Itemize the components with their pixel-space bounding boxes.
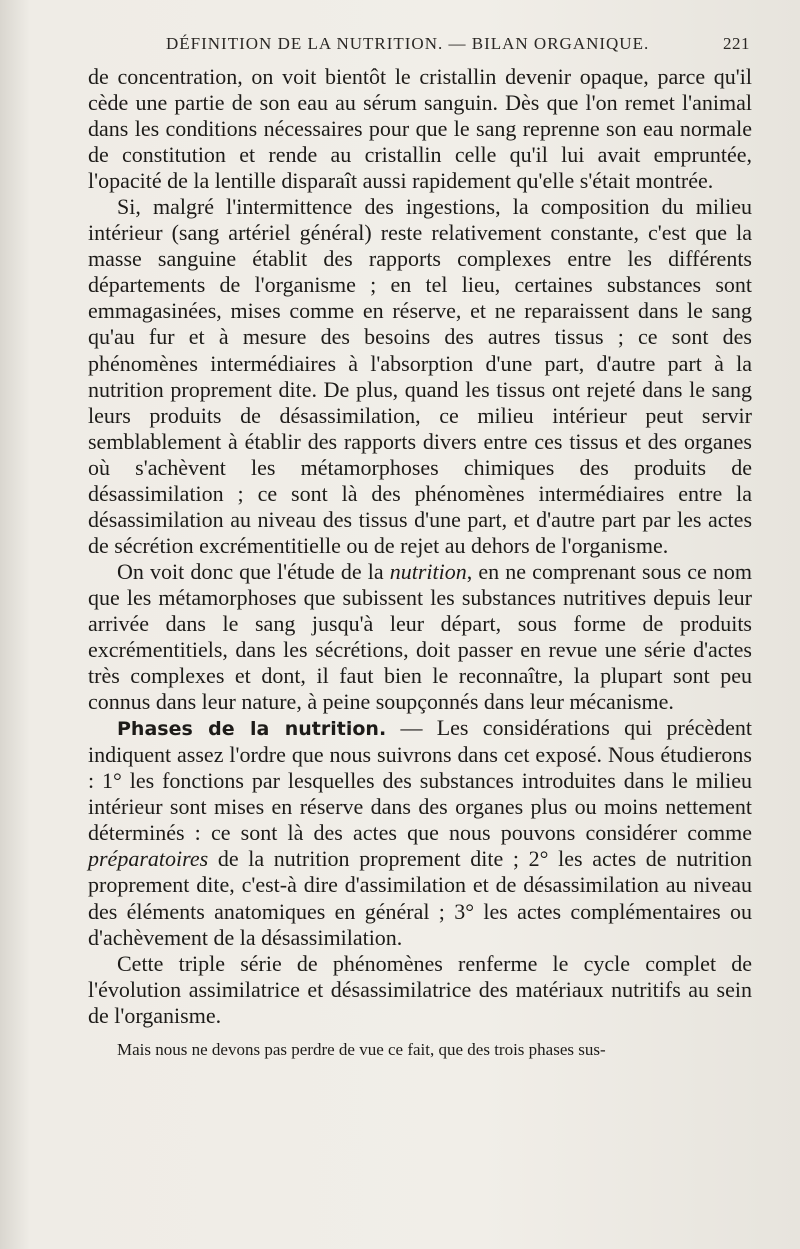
paragraph-5: Cette triple série de phénomènes renferme le cycle complet de l'évolution assimilatrice et désassimilatrice des matériaux nutritifs au sein de l'organisme.	[88, 950, 752, 1028]
paragraph-3	[88, 559, 752, 715]
text-body	[88, 64, 752, 1061]
paragraph-3-start: On voit donc que l'étude de la	[117, 558, 390, 584]
italic-term-nutrition: nutrition	[389, 558, 467, 584]
small-print-line: Mais nous ne devons pas perdre de vue ce fait, que des trois phases sus-	[117, 1039, 606, 1059]
running-header	[166, 34, 750, 54]
paragraph-4-end: de la nutrition proprement dite ; 2° les actes de nutrition proprement dite, c'est-à dire d'assimilation et de désassimilation au niveau des éléments anatomiques en général ; 3° les actes complémentaires ou d'achèvement de la désassimilation.	[88, 846, 752, 950]
running-title: DÉFINITION DE LA NUTRITION. — BILAN ORGANIQUE.	[166, 34, 650, 53]
section-heading-phases: Phases de la nutrition.	[117, 718, 387, 741]
paragraph-1: de concentration, on voit bientôt le cristallin devenir opaque, parce qu'il cède une partie de son eau au sérum sanguin. Dès que l'on remet l'animal dans les conditions nécessaires pour que le sang reprenne son eau normale de constitution et rende au cristallin celle qu'il lui avait empruntée, l'opacité de la lentille disparaît aussi rapidement qu'elle s'était montrée.	[88, 64, 752, 194]
italic-term-preparatoires: préparatoires	[88, 846, 209, 872]
page-number: 221	[723, 34, 750, 53]
paragraph-4-start: — Les considérations qui précèdent indiquent assez l'ordre que nous suivrons dans cet exposé. Nous étudierons : 1° les fonctions par lesquelles des substances introduites dans le milieu intérieur sont mises en réserve dans des organes plus ou moins nettement déterminés : ce sont là des actes que nous pouvons considérer comme	[88, 715, 752, 846]
paragraph-3-end: , en ne comprenant sous ce nom que les métamorphoses que subissent les substances nutritives depuis leur arrivée dans le sang jusqu'à leur départ, sous forme de produits excrémentitiels, dans les sécrétions, doit passer en revue une série d'actes très complexes et dont, il faut bien le reconnaître, la plupart sont peu connus dans leur nature, à peine soupçonnés dans leur mécanisme.	[88, 558, 752, 715]
paragraph-2: Si, malgré l'intermittence des ingestions, la composition du milieu intérieur (sang artériel général) reste relativement constante, c'est que la masse sanguine établit des rapports complexes entre les différents départements de l'organisme ; en tel lieu, certaines substances sont emmagasinées, mises comme en réserve, et ne reparaissent dans le sang qu'au fur et à mesure des besoins des autres tissus ; ce sont des phénomènes intermédiaires à l'absorption d'une part, d'autre part à la nutrition proprement dite. De plus, quand les tissus ont rejeté dans le sang leurs produits de désassimilation, ce milieu intérieur peut servir semblablement à établir des rapports divers entre ces tissus et des organes où s'achèvent les métamorphoses chimiques des produits de désassimilation ; ce sont là des phénomènes intermédiaires entre la désassimilation au niveau des tissus d'une part, et d'autre part par les actes de sécrétion excrémentitielle ou de rejet au dehors de l'organisme.	[88, 194, 752, 558]
paragraph-4	[88, 715, 752, 950]
